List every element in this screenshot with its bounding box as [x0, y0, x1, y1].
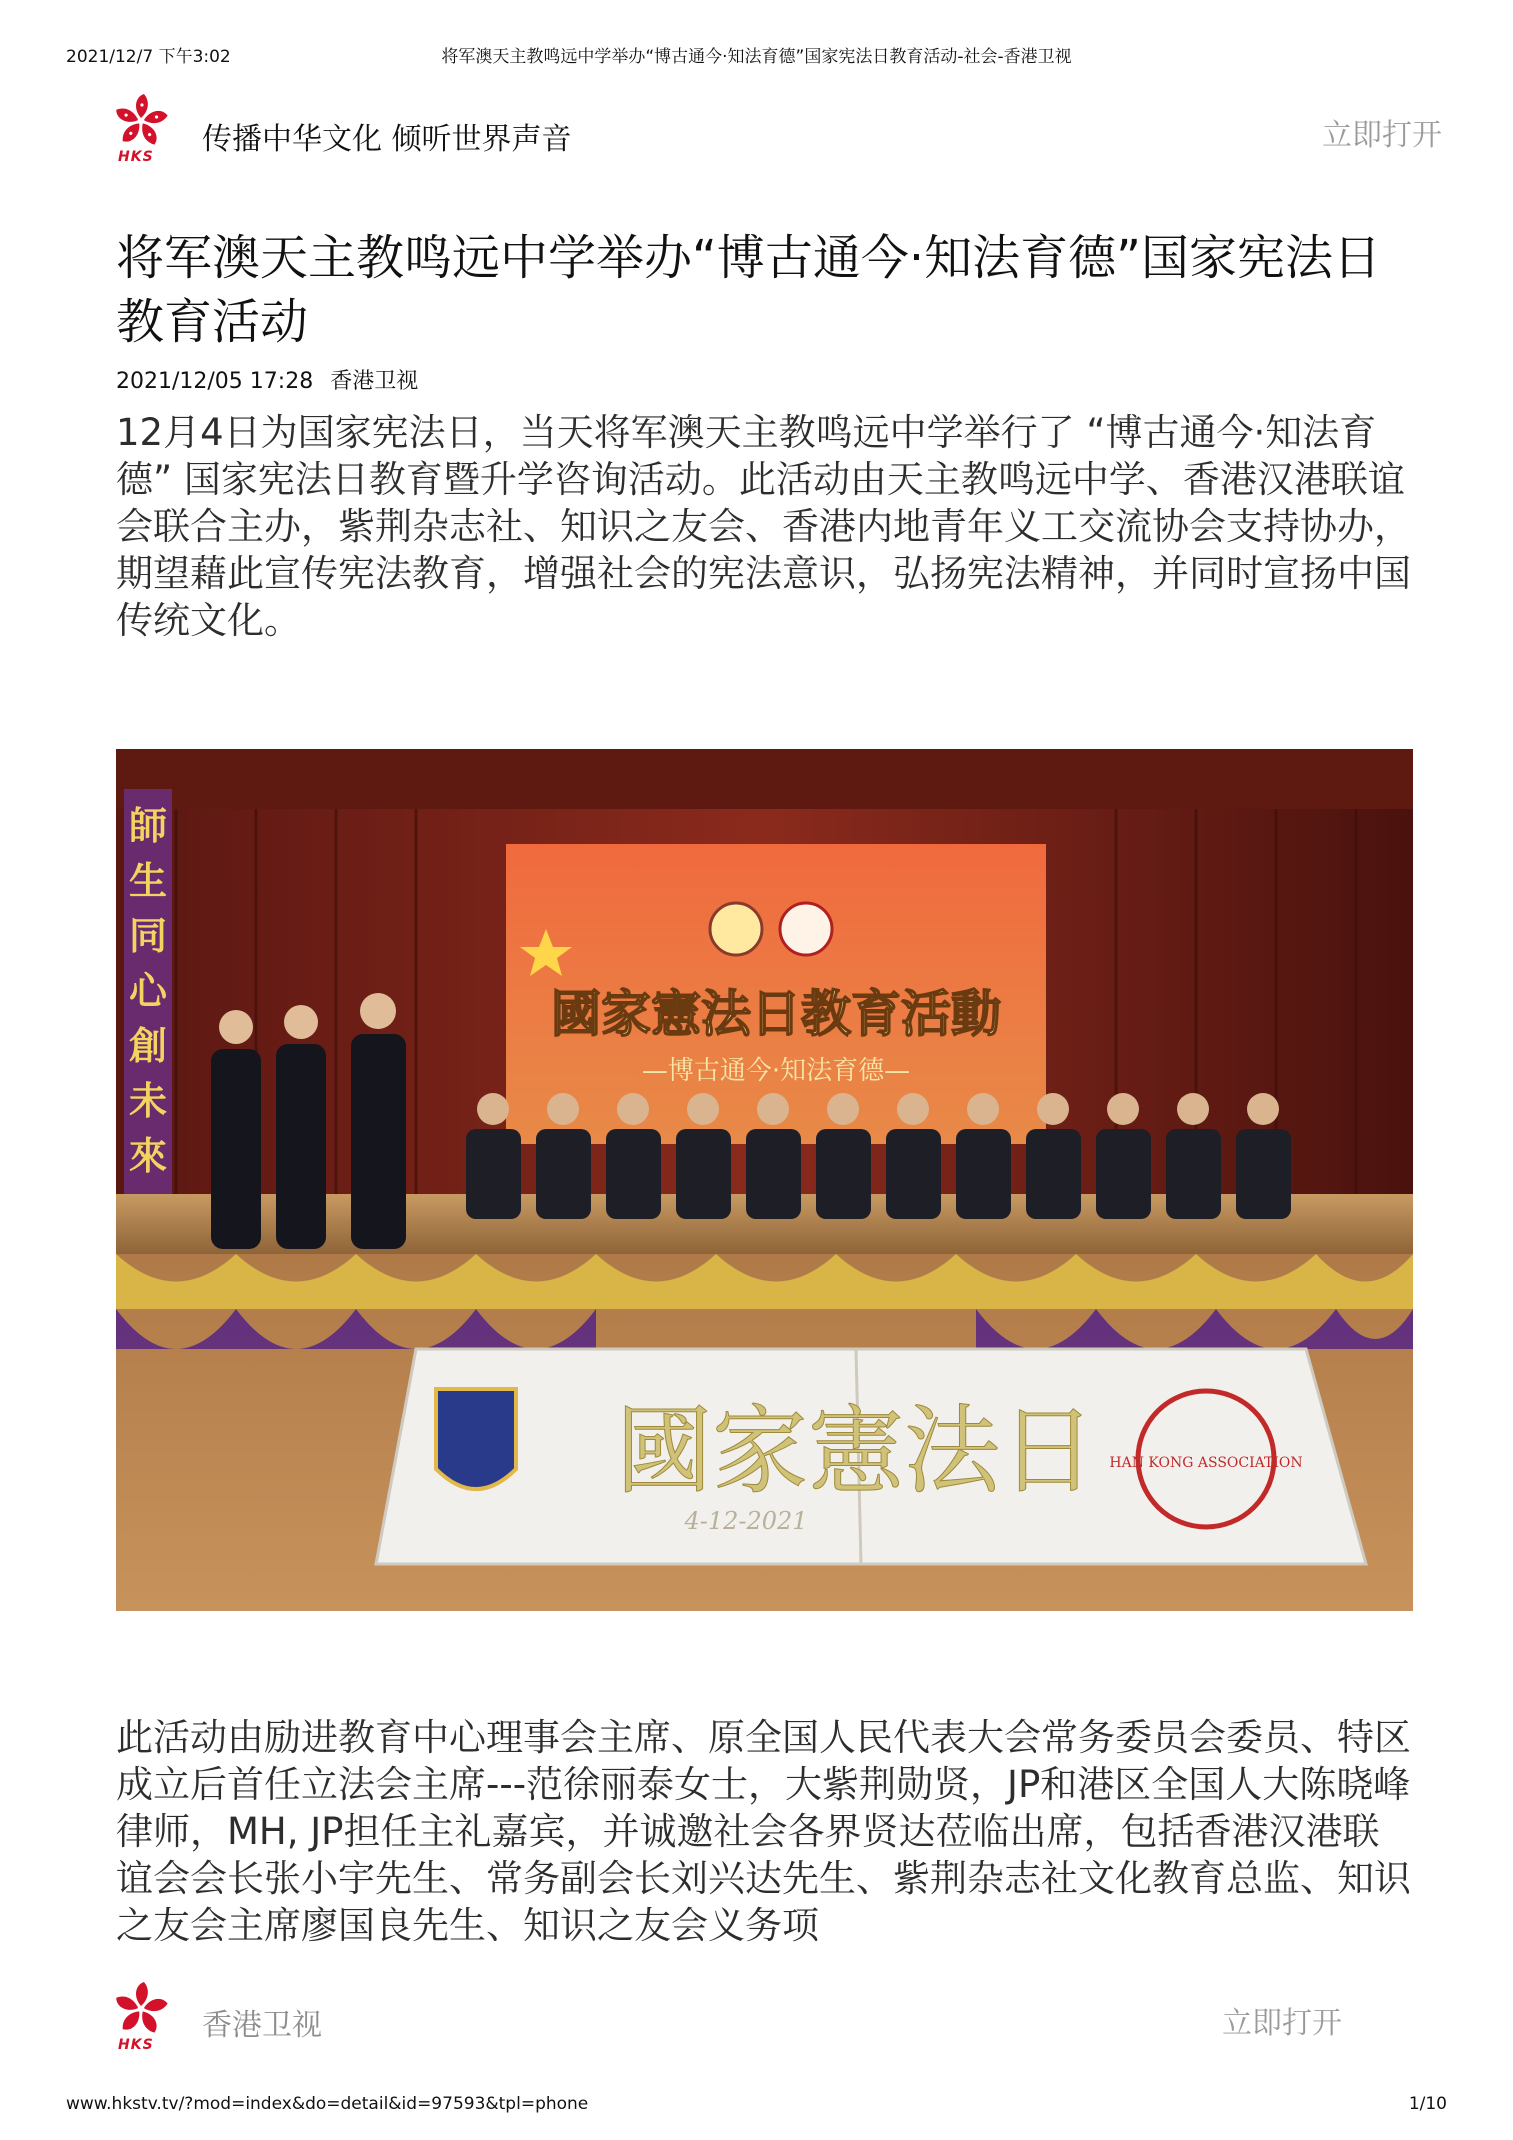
print-url: www.hkstv.tv/?mod=index&do=detail&id=97593&tpl=phone [66, 2094, 589, 2114]
hks-logo-text: HKS [118, 149, 154, 165]
screen-banner-subtext: —博古通今·知法育德— [641, 1056, 911, 1086]
app-header-bar [112, 92, 1442, 172]
header-slogan: 传播中华文化 倾听世界声音 [202, 122, 572, 157]
print-datetime: 2021/12/7 下午3:02 [66, 47, 231, 67]
side-banner-text [129, 804, 169, 1178]
open-app-button[interactable]: 立即打开 [1322, 118, 1442, 153]
hks-logo-text: HKS [118, 2037, 154, 2053]
article-paragraph-2: 此活动由励进教育中心理事会主席、原全国人民代表大会常务委员会委员、特区成立后首任立法会主席---范徐丽泰女士，大紫荆勋贤，JP和港区全国人大陈晓峰律师，MH, JP担任主礼嘉宾，并诚邀社会各界贤达莅临出席，包括香港汉港联谊会会长张小宇先生、常务副会长刘兴达先生、紫荆杂志社文化教育总监、知识之友会主席廖国良先生、知识之友会义务项 [116, 1716, 1411, 1947]
hks-logo-bottom[interactable] [112, 1980, 170, 2058]
side-banner-char: 生 [128, 859, 168, 903]
screen-banner-text: 國家憲法日教育活動 [551, 985, 1001, 1043]
stage-photo-illustration [116, 749, 1413, 1611]
podium-school-crest [436, 1389, 516, 1489]
podium-association-name: HAN KONG ASSOCIATION [1109, 1455, 1303, 1471]
school-emblem [710, 903, 762, 955]
article-date: 2021/12/05 17:28 [116, 369, 314, 394]
podium-text: 國家憲法日 [616, 1395, 1096, 1507]
bauhinia-icon [112, 92, 170, 150]
bottom-open-app-button[interactable]: 立即打开 [1222, 2006, 1342, 2041]
bauhinia-icon [112, 1980, 170, 2038]
article-title: 将军澳天主教鸣远中学举办“博古通今·知法育德”国家宪法日教育活动 [116, 230, 1381, 350]
side-banner-char: 來 [128, 1134, 168, 1178]
side-banner-char: 心 [128, 969, 168, 1013]
article-source[interactable]: 香港卫视 [330, 369, 419, 394]
print-header [66, 42, 1447, 66]
side-banner-char: 創 [128, 1024, 168, 1068]
article-meta [116, 364, 428, 395]
print-page-number: 1/10 [1408, 2094, 1447, 2114]
side-banner-char: 未 [128, 1079, 168, 1123]
hks-logo[interactable] [112, 92, 170, 170]
podium-date: 4-12-2021 [684, 1507, 808, 1535]
print-page-title: 将军澳天主教鸣远中学举办“博古通今·知法育德”国家宪法日教育活动-社会-香港卫视 [441, 47, 1072, 67]
bottom-open-bar [112, 1980, 1342, 2060]
side-banner-char: 同 [128, 914, 168, 958]
association-emblem [780, 903, 832, 955]
bottom-channel-name: 香港卫视 [202, 2008, 322, 2043]
article-photo[interactable] [116, 749, 1413, 1611]
article-paragraph-1: 12月4日为国家宪法日，当天将军澳天主教鸣远中学举行了 “博古通今·知法育德” 国家宪法日教育暨升学咨询活动。此活动由天主教鸣远中学、香港汉港联谊会联合主办，紫荆杂志社、知识之友会、香港内地青年义工交流协会支持协办，期望藉此宣传宪法教育，增强社会的宪法意识，弘扬宪法精神，并同时宣扬中国传统文化。 [116, 411, 1411, 642]
side-banner-char: 師 [128, 804, 168, 848]
